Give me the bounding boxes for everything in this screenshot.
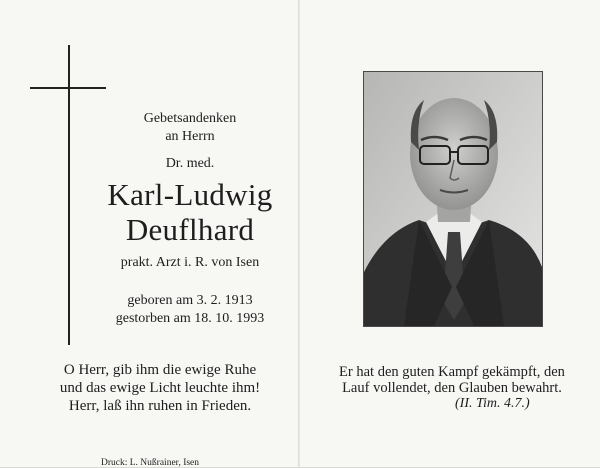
prayer-line3: Herr, laß ihn ruhen in Frieden. xyxy=(68,398,252,414)
printer-credit: Druck: L. Nußrainer, Isen xyxy=(101,458,200,468)
intro-line1: Gebetsandenken xyxy=(143,111,237,126)
academic-title: Dr. med. xyxy=(165,156,215,171)
cross-icon-vertical xyxy=(68,45,70,345)
prayer-line2: und das ewige Licht leuchte ihm! xyxy=(59,380,261,396)
birth-date: geboren am 3. 2. 1913 xyxy=(127,293,253,308)
intro-line2: an Herrn xyxy=(165,129,215,144)
first-name: Karl-Ludwig xyxy=(107,177,273,212)
profession: prakt. Arzt i. R. von Isen xyxy=(120,255,260,270)
prayer-line1: O Herr, gib ihm die ewige Ruhe xyxy=(63,362,257,378)
verse-line2: Lauf vollendet, den Glauben bewahrt. xyxy=(342,380,562,396)
card-fold xyxy=(298,0,300,467)
verse-reference: (II. Tim. 4.7.) xyxy=(455,396,530,411)
last-name: Deuflhard xyxy=(125,212,255,247)
death-date: gestorben am 18. 10. 1993 xyxy=(115,311,265,326)
verse-line1: Er hat den guten Kampf gekämpft, den xyxy=(339,364,565,380)
portrait-photo xyxy=(363,71,543,327)
cross-icon-horizontal xyxy=(30,87,106,89)
